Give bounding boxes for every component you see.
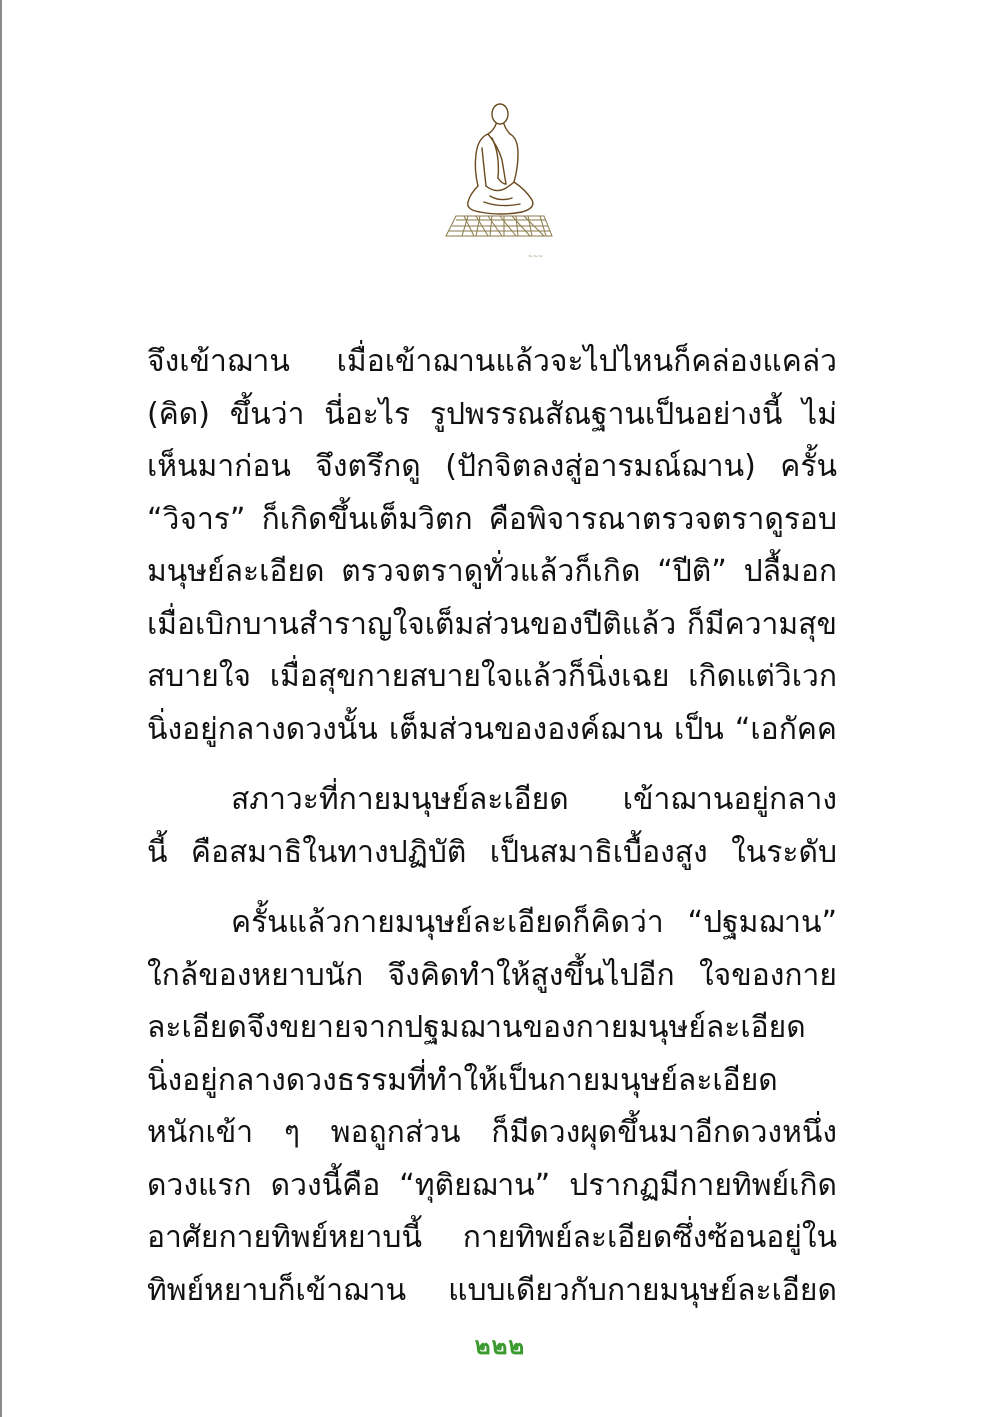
text-line: “วิจาร” ก็เกิดขึ้นเต็มวิตก คือพิจารณาตรวจตราดูรอบ (147, 501, 837, 537)
text-line: อาศัยกายทิพย์หยาบนี้ กายทิพย์ละเอียดซึ่งซ้อนอยู่ใน (147, 1220, 837, 1255)
text-line: เมื่อเบิกบานสำราญใจเต็มส่วนของปีติแล้ว ก็มีความสุข (147, 606, 837, 642)
paragraph-2 (147, 774, 837, 879)
text-line: นี้ คือสมาธิในทางปฏิบัติ เป็นสมาธิเบื้องสูง ในระดับ (147, 834, 837, 870)
text-line: หนักเข้า ๆ พอถูกส่วน ก็มีดวงผุดขึ้นมาอีกดวงหนึ่ง (147, 1115, 837, 1150)
text-line: สบายใจ เมื่อสุขกายสบายใจแล้วก็นิ่งเฉย เกิดแต่วิเวก (147, 659, 837, 694)
text-line: จึงเข้าฌาน เมื่อเข้าฌานแล้วจะไปไหนก็คล่องแคล่ว (147, 344, 837, 379)
text-line: ดวงแรก ดวงนี้คือ “ทุติยฌาน” ปรากฏมีกายทิพย์เกิด (147, 1167, 837, 1203)
text-line: ละเอียดจึงขยายจากปฐมฌานของกายมนุษย์ละเอียด (147, 1010, 806, 1045)
svg-text:~~~: ~~~ (528, 253, 544, 260)
text-line: นิ่งอยู่กลางดวงนั้น เต็มส่วนขององค์ฌาน เป็น “เอกัคค (147, 711, 837, 747)
text-line: ครั้นแล้วกายมนุษย์ละเอียดก็คิดว่า “ปฐมฌาน” (231, 905, 837, 940)
text-line: สภาวะที่กายมนุษย์ละเอียด เข้าฌานอยู่กลาง (231, 782, 837, 817)
page-number: ๒๒๒ (474, 1332, 526, 1360)
meditating-monk-icon (440, 98, 560, 263)
text-line: (คิด) ขึ้นว่า นี่อะไร รูปพรรณสัณฐานเป็นอย่างนี้ ไม่ (147, 396, 837, 432)
body-text (147, 336, 837, 1317)
paragraph-3 (147, 897, 837, 1317)
text-line: นิ่งอยู่กลางดวงธรรมที่ทำให้เป็นกายมนุษย์ละเอียด (147, 1062, 778, 1098)
text-line: ทิพย์หยาบก็เข้าฌาน แบบเดียวกับกายมนุษย์ละเอียด (147, 1272, 837, 1308)
text-line: มนุษย์ละเอียด ตรวจตราดูทั่วแล้วก็เกิด “ปีติ” ปลื้มอก (147, 554, 837, 589)
text-line: เห็นมาก่อน จึงตรึกดู (ปักจิตลงสู่อารมณ์ฌาน) ครั้น (147, 449, 837, 484)
paragraph-1 (147, 336, 837, 756)
page-edge-divider (0, 0, 2, 1417)
text-line: ใกล้ของหยาบนัก จึงคิดทำให้สูงขึ้นไปอีก ใจของกาย (147, 957, 837, 993)
